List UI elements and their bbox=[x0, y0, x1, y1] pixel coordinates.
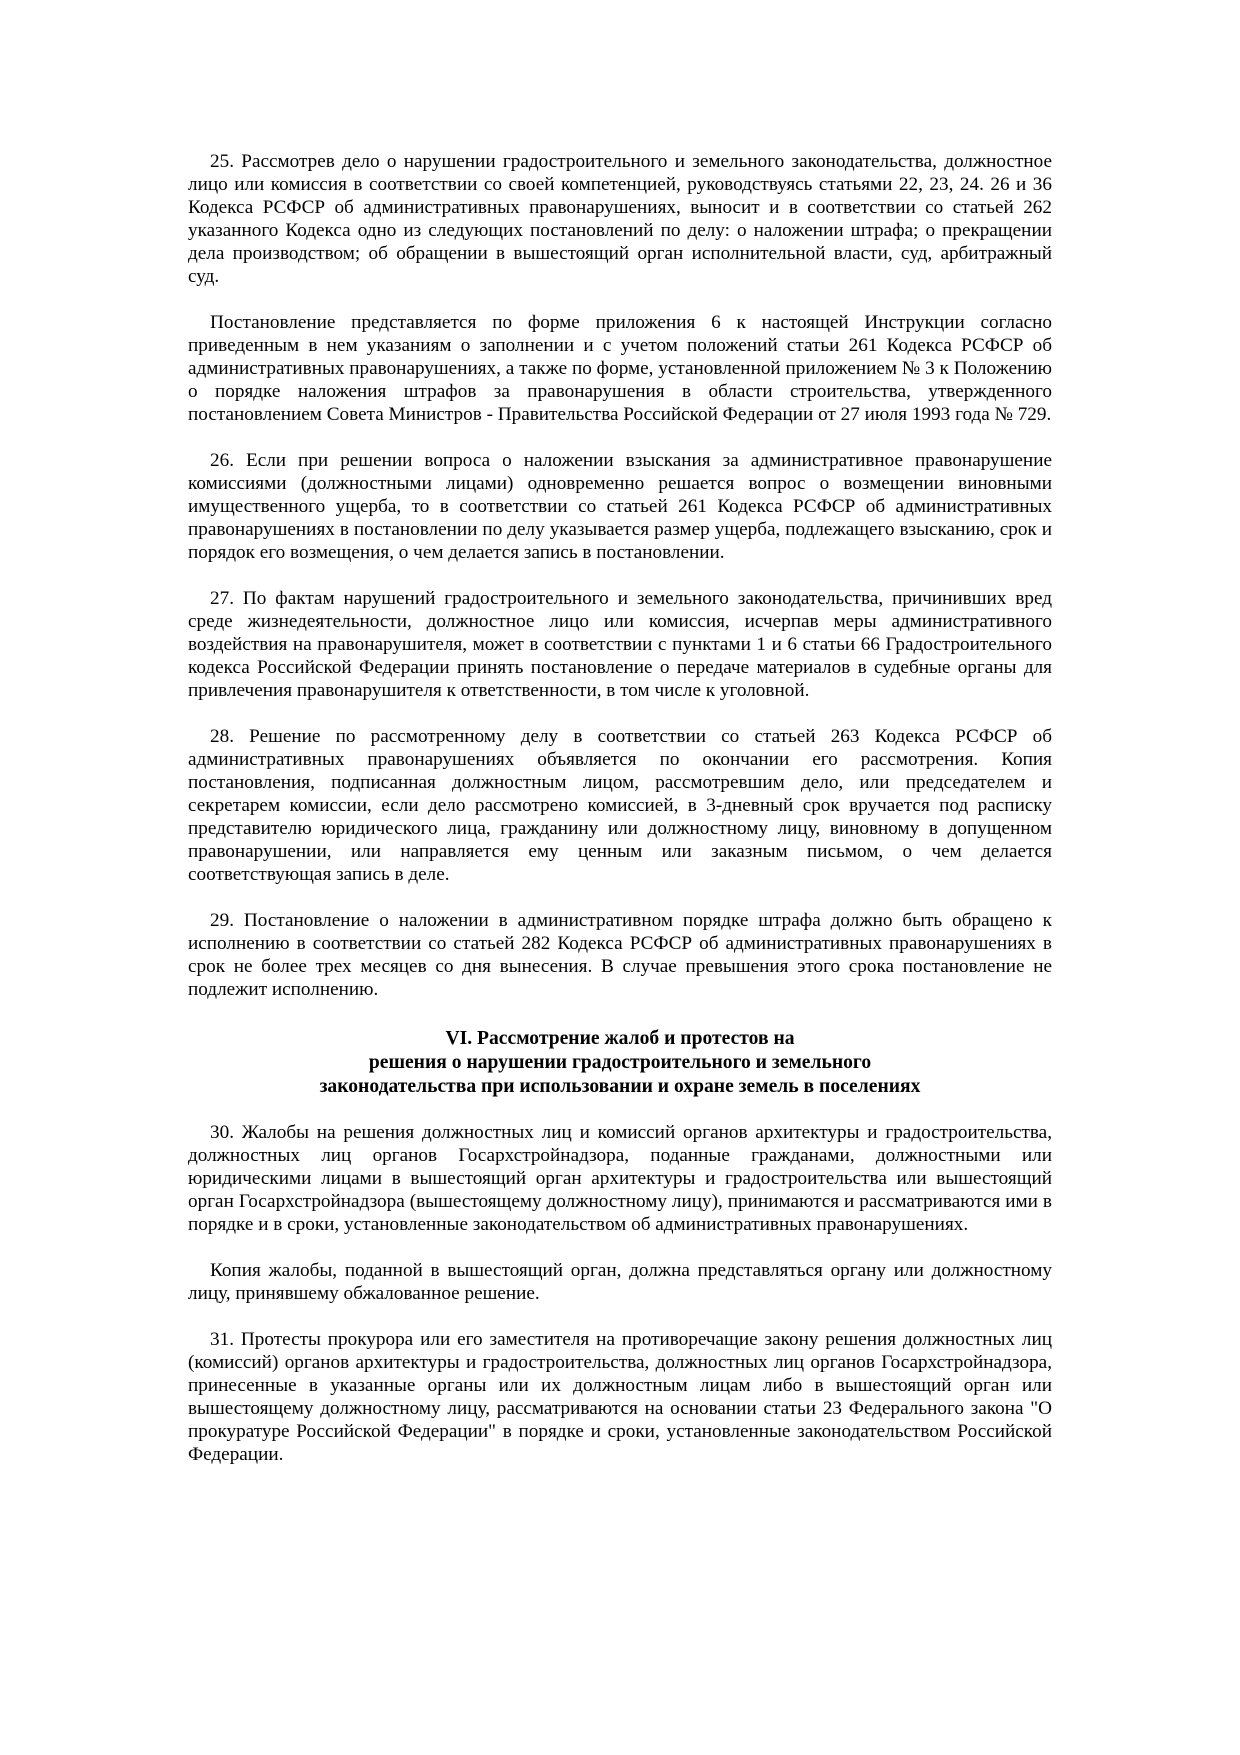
paragraph-resolution-form: Постановление представляется по форме приложения 6 к настоящей Инструкции согласно приведенным в нем указаниям о заполнении и с учетом положений статьи 261 Кодекса РСФСР об административных правонарушениях, а также по форме, установленной приложением № 3 к Положению о порядке наложения штрафов за правонарушения в области строительства, утвержденного постановлением Совета Министров - Правительства Российской Федерации от 27 июля 1993 года № 729. bbox=[188, 312, 1052, 425]
paragraph-26: 26. Если при решении вопроса о наложении взыскания за административное правонарушение комиссиями (должностными лицами) одновременно решается вопрос о возмещении виновными имущественного ущерба, то в соответствии со статьей 261 Кодекса РСФСР об административных правонарушениях в постановлении по делу указывается размер ущерба, подлежащего взысканию, срок и порядок его возмещения, о чем делается запись в постановлении. bbox=[188, 450, 1052, 563]
section-heading bbox=[188, 1027, 1052, 1099]
paragraph-31: 31. Протесты прокурора или его заместителя на противоречащие закону решения должностных лиц (комиссий) органов архитектуры и градостроительства, должностных лиц органов Госархстройнадзора, принесенные в указанные органы или их должностным лицам либо в вышестоящий орган или вышестоящему должностному лицу, рассматриваются на основании статьи 23 Федерального закона "О прокуратуре Российской Федерации" в порядке и сроки, установленные законодательством Российской Федерации. bbox=[188, 1329, 1052, 1465]
paragraph-29: 29. Постановление о наложении в административном порядке штрафа должно быть обращено к исполнению в соответствии со статьей 282 Кодекса РСФСР об административных правонарушениях в срок не более трех месяцев со дня вынесения. В случае превышения этого срока постановление не подлежит исполнению. bbox=[188, 910, 1052, 1000]
paragraph-complaint-copy: Копия жалобы, поданной в вышестоящий орган, должна представляться органу или должностному лицу, принявшему обжалованное решение. bbox=[188, 1260, 1052, 1304]
document-page bbox=[188, 150, 1052, 1489]
paragraph-25: 25. Рассмотрев дело о нарушении градостроительного и земельного законодательства, должностное лицо или комиссия в соответствии со своей компетенцией, руководствуясь статьями 22, 23, 24. 26 и 36 Кодекса РСФСР об административных правонарушениях, выносит и в соответствии со статьей 262 указанного Кодекса одно из следующих постановлений по делу: о наложении штрафа; о прекращении дела производством; об обращении в вышестоящий орган исполнительной власти, суд, арбитражный суд. bbox=[188, 151, 1052, 287]
section-heading-line-3: законодательства при использовании и охране земель в поселениях bbox=[319, 1076, 921, 1097]
paragraph-27: 27. По фактам нарушений градостроительного и земельного законодательства, причинивших вред среде жизнедеятельности, должностное лицо или комиссия, исчерпав меры административного воздействия на правонарушителя, может в соответствии с пунктами 1 и 6 статьи 66 Градостроительного кодекса Российской Федерации принять постановление о передаче материалов в судебные органы для привлечения правонарушителя к ответственности, в том числе к уголовной. bbox=[188, 588, 1052, 701]
section-heading-line-1: VI. Рассмотрение жалоб и протестов на bbox=[445, 1028, 795, 1049]
section-heading-line-2: решения о нарушении градостроительного и земельного bbox=[368, 1052, 872, 1073]
paragraph-28: 28. Решение по рассмотренному делу в соответствии со статьей 263 Кодекса РСФСР об административных правонарушениях объявляется по окончании его рассмотрения. Копия постановления, подписанная должностным лицом, рассмотревшим дело, или председателем и секретарем комиссии, если дело рассмотрено комиссией, в 3-дневный срок вручается под расписку представителю юридического лица, гражданину или должностному лицу, виновному в допущенном правонарушении, или направляется ему ценным или заказным письмом, о чем делается соответствующая запись в деле. bbox=[188, 726, 1052, 885]
paragraph-30: 30. Жалобы на решения должностных лиц и комиссий органов архитектуры и градостроительства, должностных лиц органов Госархстройнадзора, поданные гражданами, должностными или юридическими лицами в вышестоящий орган архитектуры и градостроительства или вышестоящий орган Госархстройнадзора (вышестоящему должностному лицу), принимаются и рассматриваются ими в порядке и в сроки, установленные законодательством об административных правонарушениях. bbox=[188, 1122, 1052, 1235]
